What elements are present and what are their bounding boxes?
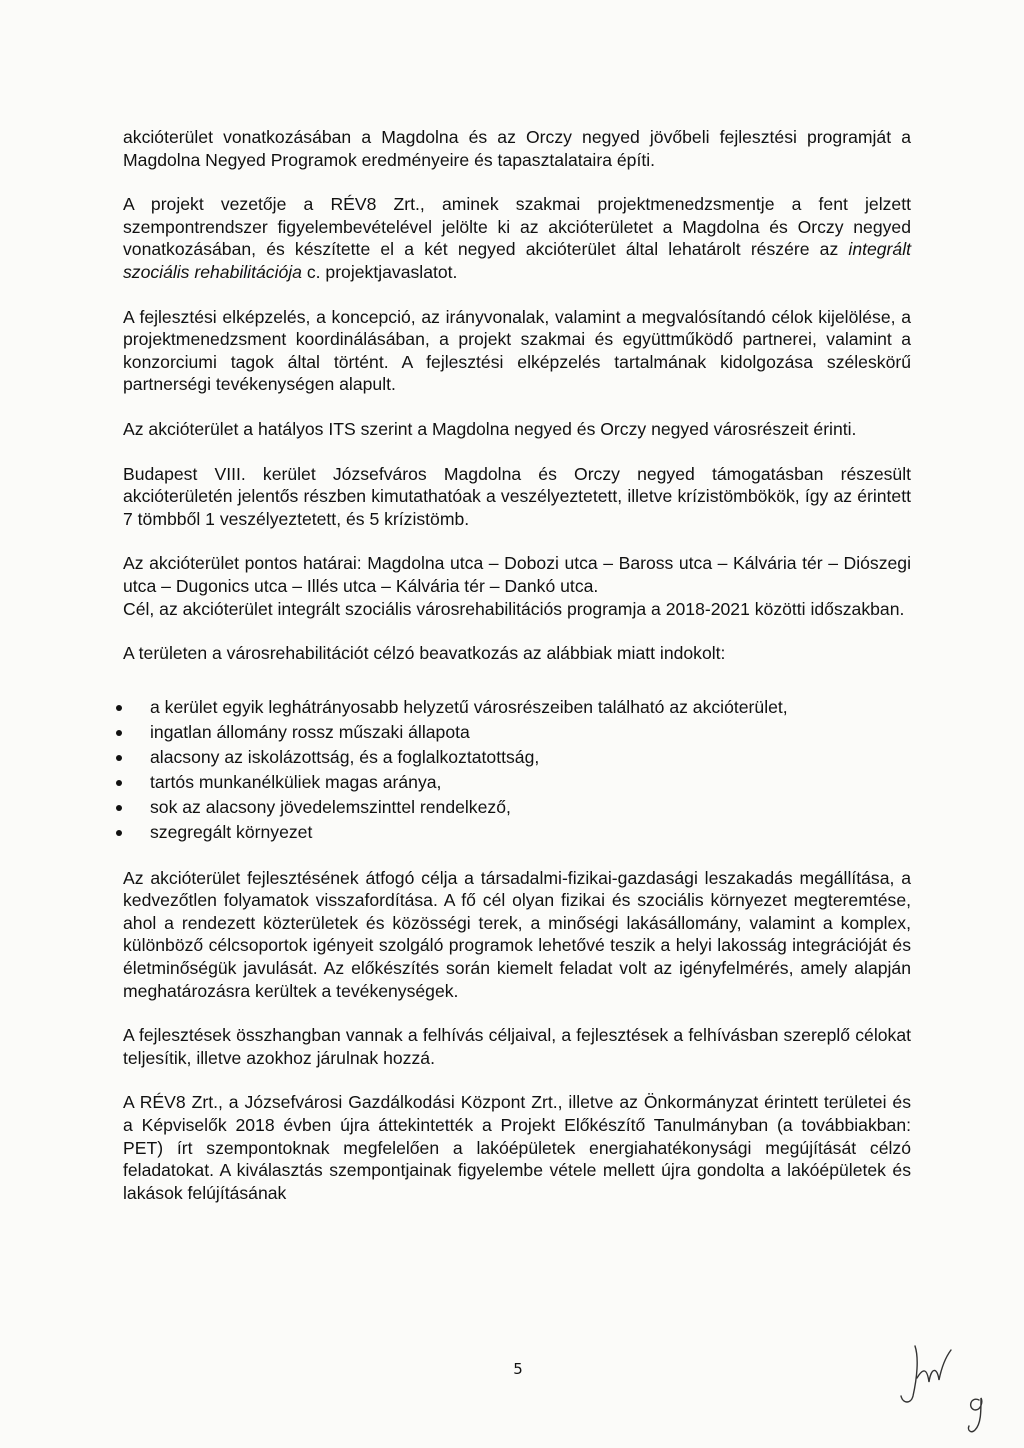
paragraph-11: A RÉV8 Zrt., a Józsefvárosi Gazdálkodási Központ Zrt., illetve az Önkormányzat érintett területei és a Képviselők 2018 évben újra áttekintették a Projekt Előkészítő Tanulmányban (a továbbiakban: PET) írt szempontoknak megfelelően a lakóépületek energiahatékonysági megújítását célzó feladatokat. A kiválasztás szempontjainak figyelembe vétele mellett újra gondolta a lakóépületek és lakások felújításának (123, 1092, 911, 1203)
paragraph-10: A fejlesztések összhangban vannak a felhívás céljaival, a fejlesztések a felhívásban szereplő célokat teljesítik, illetve azokhoz járulnak hozzá. (123, 1025, 911, 1068)
paragraph-4: Az akcióterület a hatályos ITS szerint a Magdolna negyed és Orczy negyed városrészeit érinti. (123, 418, 857, 439)
list-item-text: sok az alacsony jövedelemszinttel rendelkező, (150, 796, 511, 817)
paragraph-2-text: A projekt vezetője a RÉV8 Zrt., aminek szakmai projektmenedzsmentje a fent jelzett szempontrendszer figyelembevételével jelölte ki az akcióterületet a Magdolna és Orczy negyed vonatkozásában, és készítette el a két negyed akcióterület által lehatárolt részére az (123, 194, 911, 260)
project-title-italic: integrált szociális rehabilitációja (123, 239, 911, 282)
list-item (123, 795, 911, 820)
paragraph-1: akcióterület vonatkozásában a Magdolna és az Orczy negyed jövőbeli fejlesztési programját a Magdolna Negyed Programok eredményeire és tapasztalataira építi. (123, 127, 911, 170)
paragraph-5: Budapest VIII. kerület Józsefváros Magdolna és Orczy negyed támogatásban részesült akcióterületén jelentős részben kimutathatóak a veszélyeztetett, illetve krízistömbökök, így az érintett 7 tömbből 1 veszélyeztetett, és 5 krízistömb. (123, 463, 911, 529)
bullet-icon (116, 730, 122, 736)
bullet-icon (116, 805, 122, 811)
paragraph-2-tail: c. projektjavaslatot. (301, 261, 458, 282)
list-item-text: szegregált környezet (150, 821, 313, 842)
paragraph-2 (123, 193, 911, 283)
bullet-icon (116, 780, 122, 786)
handwritten-signature (893, 1338, 1003, 1438)
bullet-icon (116, 755, 122, 761)
paragraph-9: Az akcióterület fejlesztésének átfogó célja a társadalmi-fizikai-gazdasági leszakadás megállítása, a kedvezőtlen folyamatok visszafordítása. A fő cél olyan fizikai és szociális környezet megteremtése, ahol a rendezett közterületek és közösségi terek, a minőségi lakásállomány, valamint a komplex, különböző célcsoportok igényeit szolgáló programok lehetővé teszik a helyi lakosság integrációját és életminőségük javulását. Az előkészítés során kiemelt feladat volt az igényfelmérés, amely alapján meghatározásra kerültek a tevékenységek. (123, 867, 911, 1001)
list-item-text: alacsony az iskolázottság, és a foglalkoztatottság, (150, 746, 540, 767)
list-item-text: a kerület egyik leghátrányosabb helyzetű városrészeiben található az akcióterület, (150, 696, 788, 717)
list-item (123, 720, 911, 745)
reasons-list (123, 695, 911, 845)
paragraph-8: A területen a városrehabilitációt célzó beavatkozás az alábbiak miatt indokolt: (123, 643, 726, 664)
page-number: 5 (513, 1360, 523, 1378)
list-item (123, 695, 911, 720)
paragraph-6: Az akcióterület pontos határai: Magdolna utca – Dobozi utca – Baross utca – Kálvária tér – Diószegi utca – Dugonics utca – Illés utca – Kálvária tér – Dankó utca. (123, 553, 911, 596)
bullet-icon (116, 705, 122, 711)
paragraph-7: Cél, az akcióterület integrált szociális városrehabilitációs programja a 2018-2021 közötti időszakban. (123, 598, 905, 619)
list-item (123, 820, 911, 845)
paragraph-3: A fejlesztési elképzelés, a koncepció, az irányvonalak, valamint a megvalósítandó célok kijelölése, a projektmenedzsment koordinálásában, a projekt szakmai és együttműködő partnerei, valamint a konzorciumi tagok által történt. A fejlesztési elképzelés tartalmának kidolgozása széleskörű partnerségi tevékenységen alapult. (123, 306, 911, 395)
document-body (123, 126, 911, 1226)
list-item-text: ingatlan állomány rossz műszaki állapota (150, 721, 470, 742)
list-item-text: tartós munkanélküliek magas aránya, (150, 771, 442, 792)
list-item (123, 745, 911, 770)
list-item (123, 770, 911, 795)
bullet-icon (116, 830, 122, 836)
